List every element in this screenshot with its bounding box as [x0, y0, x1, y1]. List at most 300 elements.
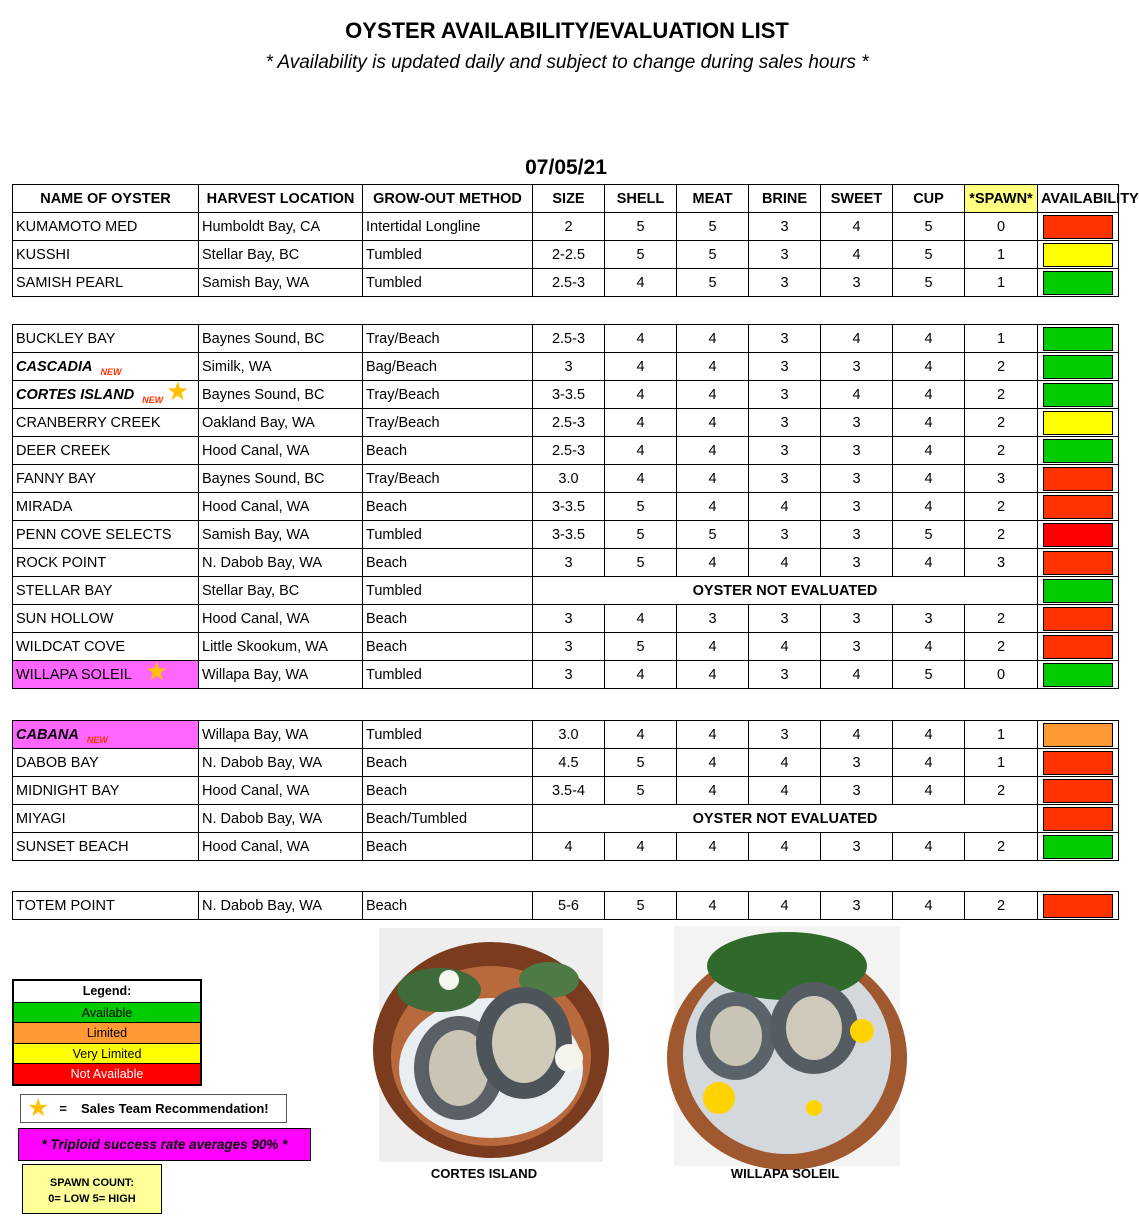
oyster-name	[13, 465, 199, 493]
harvest-location: Stellar Bay, BC	[199, 577, 363, 605]
availability-indicator	[1043, 807, 1113, 831]
triploid-note: * Triploid success rate averages 90% *	[18, 1128, 311, 1161]
oyster-name-text: WILDCAT COVE	[16, 638, 126, 655]
availability-indicator	[1043, 215, 1113, 239]
harvest-location: Similk, WA	[199, 353, 363, 381]
table-row	[13, 777, 1119, 805]
oyster-table-group-3	[12, 720, 1119, 861]
oyster-table-group-2	[12, 324, 1119, 689]
cup-value: 5	[893, 241, 965, 269]
cup-value: 4	[893, 437, 965, 465]
shell-value: 5	[605, 892, 677, 920]
brine-value: 3	[749, 409, 821, 437]
availability-indicator	[1043, 495, 1113, 519]
availability-indicator	[1043, 779, 1113, 803]
brine-value: 3	[749, 269, 821, 297]
meat-value: 3	[677, 605, 749, 633]
not-evaluated-note: OYSTER NOT EVALUATED	[533, 577, 1038, 605]
brine-value: 3	[749, 241, 821, 269]
brine-value: 3	[749, 465, 821, 493]
grow-out-method: Beach	[363, 833, 533, 861]
oyster-name-text: WILLAPA SOLEIL	[16, 666, 132, 683]
grow-out-method: Tray/Beach	[363, 325, 533, 353]
column-header: SHELL	[605, 185, 677, 213]
meat-value: 4	[677, 777, 749, 805]
size-value: 3	[533, 353, 605, 381]
new-badge: NEW	[100, 366, 122, 377]
spawn-value: 1	[965, 325, 1038, 353]
grow-out-method: Beach	[363, 437, 533, 465]
shell-value: 5	[605, 777, 677, 805]
availability-indicator	[1043, 243, 1113, 267]
table-row	[13, 521, 1119, 549]
spawn-value: 2	[965, 777, 1038, 805]
meat-value: 4	[677, 493, 749, 521]
harvest-location: Samish Bay, WA	[199, 269, 363, 297]
harvest-location: Hood Canal, WA	[199, 437, 363, 465]
sweet-value: 3	[821, 892, 893, 920]
spawn-value: 1	[965, 721, 1038, 749]
meat-value: 5	[677, 521, 749, 549]
oyster-table-group-1	[12, 184, 1139, 297]
spawn-count-note	[22, 1164, 162, 1214]
shell-value: 5	[605, 633, 677, 661]
cortes-island-photo	[379, 928, 603, 1162]
star-note-text: Sales Team Recommendation!	[81, 1101, 269, 1116]
availability-cell	[1038, 549, 1119, 577]
cup-value: 4	[893, 381, 965, 409]
size-value: 3-3.5	[533, 521, 605, 549]
oyster-name	[13, 409, 199, 437]
availability-cell	[1038, 661, 1119, 689]
harvest-location: Little Skookum, WA	[199, 633, 363, 661]
cup-value: 4	[893, 353, 965, 381]
spawn-value: 2	[965, 605, 1038, 633]
legend	[12, 979, 202, 1086]
size-value: 2.5-3	[533, 437, 605, 465]
spawn-note-title: SPAWN COUNT:	[49, 1177, 135, 1189]
availability-cell	[1038, 721, 1119, 749]
availability-cell	[1038, 381, 1119, 409]
oyster-name	[13, 777, 199, 805]
shell-value: 5	[605, 213, 677, 241]
brine-value: 4	[749, 777, 821, 805]
table-row	[13, 325, 1119, 353]
column-header: AVAILABILITY	[1038, 185, 1119, 213]
sweet-value: 3	[821, 633, 893, 661]
cup-value: 5	[893, 521, 965, 549]
spawn-value: 2	[965, 833, 1038, 861]
brine-value: 3	[749, 325, 821, 353]
availability-indicator	[1043, 551, 1113, 575]
table-row	[13, 493, 1119, 521]
grow-out-method: Tray/Beach	[363, 381, 533, 409]
availability-cell	[1038, 605, 1119, 633]
sweet-value: 4	[821, 661, 893, 689]
shell-value: 5	[605, 241, 677, 269]
oyster-name	[13, 493, 199, 521]
brine-value: 3	[749, 605, 821, 633]
sweet-value: 3	[821, 409, 893, 437]
page-title: OYSTER AVAILABILITY/EVALUATION LIST	[345, 18, 789, 43]
table-header-row	[13, 185, 1119, 213]
sweet-value: 4	[821, 241, 893, 269]
harvest-location: Hood Canal, WA	[199, 605, 363, 633]
harvest-location: Samish Bay, WA	[199, 521, 363, 549]
meat-value: 4	[677, 549, 749, 577]
availability-indicator	[1043, 411, 1113, 435]
oyster-name-text: SUNSET BEACH	[16, 838, 129, 855]
harvest-location: Hood Canal, WA	[199, 777, 363, 805]
grow-out-method: Beach/Tumbled	[363, 805, 533, 833]
shell-value: 5	[605, 749, 677, 777]
oyster-name	[13, 656, 199, 689]
meat-value: 4	[677, 661, 749, 689]
table-row	[13, 805, 1119, 833]
size-value: 2.5-3	[533, 409, 605, 437]
cup-value: 5	[893, 269, 965, 297]
shell-value: 5	[605, 493, 677, 521]
oyster-name	[13, 749, 199, 777]
availability-cell	[1038, 325, 1119, 353]
cup-value: 5	[893, 661, 965, 689]
oyster-name	[13, 721, 199, 749]
grow-out-method: Intertidal Longline	[363, 213, 533, 241]
grow-out-method: Beach	[363, 549, 533, 577]
sweet-value: 3	[821, 465, 893, 493]
availability-cell	[1038, 353, 1119, 381]
meat-value: 5	[677, 213, 749, 241]
oyster-name	[13, 241, 199, 269]
grow-out-method: Tumbled	[363, 661, 533, 689]
meat-value: 4	[677, 325, 749, 353]
size-value: 3-3.5	[533, 381, 605, 409]
cup-value: 4	[893, 325, 965, 353]
availability-cell	[1038, 805, 1119, 833]
spawn-value: 3	[965, 549, 1038, 577]
availability-indicator	[1043, 467, 1113, 491]
harvest-location: N. Dabob Bay, WA	[199, 892, 363, 920]
availability-cell	[1038, 892, 1119, 920]
harvest-location: N. Dabob Bay, WA	[199, 749, 363, 777]
harvest-location: Stellar Bay, BC	[199, 241, 363, 269]
grow-out-method: Beach	[363, 605, 533, 633]
shell-value: 4	[605, 661, 677, 689]
shell-value: 4	[605, 353, 677, 381]
availability-cell	[1038, 213, 1119, 241]
availability-indicator	[1043, 607, 1113, 631]
meat-value: 4	[677, 409, 749, 437]
grow-out-method: Beach	[363, 749, 533, 777]
oyster-name-text: KUSSHI	[16, 246, 70, 263]
sweet-value: 3	[821, 437, 893, 465]
availability-cell	[1038, 833, 1119, 861]
meat-value: 4	[677, 749, 749, 777]
sweet-value: 3	[821, 521, 893, 549]
sweet-value: 3	[821, 269, 893, 297]
oyster-name-text: TOTEM POINT	[16, 897, 115, 914]
size-value: 3	[533, 605, 605, 633]
meat-value: 4	[677, 633, 749, 661]
oyster-name	[13, 833, 199, 861]
cup-value: 3	[893, 605, 965, 633]
availability-indicator	[1043, 635, 1113, 659]
oyster-name	[13, 213, 199, 241]
grow-out-method: Tumbled	[363, 269, 533, 297]
cup-value: 4	[893, 777, 965, 805]
spawn-value: 0	[965, 213, 1038, 241]
oyster-name	[13, 376, 199, 409]
availability-cell	[1038, 777, 1119, 805]
meat-value: 4	[677, 381, 749, 409]
shell-value: 5	[605, 549, 677, 577]
meat-value: 5	[677, 241, 749, 269]
meat-value: 4	[677, 437, 749, 465]
size-value: 2	[533, 213, 605, 241]
table-row	[13, 605, 1119, 633]
cup-value: 4	[893, 465, 965, 493]
brine-value: 4	[749, 549, 821, 577]
grow-out-method: Beach	[363, 633, 533, 661]
table-row	[13, 633, 1119, 661]
column-header: MEAT	[677, 185, 749, 213]
size-value: 3-3.5	[533, 493, 605, 521]
legend-very-limited: Very Limited	[14, 1043, 200, 1064]
shell-value: 4	[605, 721, 677, 749]
sweet-value: 3	[821, 353, 893, 381]
spawn-value: 1	[965, 749, 1038, 777]
spawn-value: 3	[965, 465, 1038, 493]
harvest-location: Baynes Sound, BC	[199, 465, 363, 493]
shell-value: 4	[605, 437, 677, 465]
oyster-name-text: CASCADIA	[16, 358, 93, 375]
list-date: 07/05/21	[525, 156, 607, 179]
meat-value: 5	[677, 269, 749, 297]
table-row	[13, 721, 1119, 749]
willapa-soleil-photo	[674, 926, 900, 1166]
oyster-name	[13, 437, 199, 465]
oyster-name-text: MIRADA	[16, 498, 73, 515]
page-subtitle: * Availability is updated daily and subject to change during sales hours *	[265, 52, 869, 73]
spawn-value: 2	[965, 353, 1038, 381]
column-header: NAME OF OYSTER	[13, 185, 199, 213]
brine-value: 4	[749, 833, 821, 861]
oyster-name	[13, 805, 199, 833]
availability-indicator	[1043, 523, 1113, 547]
meat-value: 4	[677, 721, 749, 749]
star-note-eq: =	[59, 1101, 68, 1116]
harvest-location: Baynes Sound, BC	[199, 381, 363, 409]
availability-cell	[1038, 493, 1119, 521]
legend-title: Legend:	[14, 981, 200, 1002]
column-header: GROW-OUT METHOD	[363, 185, 533, 213]
grow-out-method: Bag/Beach	[363, 353, 533, 381]
size-value: 3	[533, 549, 605, 577]
grow-out-method: Tumbled	[363, 577, 533, 605]
brine-value: 3	[749, 661, 821, 689]
brine-value: 3	[749, 721, 821, 749]
brine-value: 3	[749, 213, 821, 241]
table-row	[13, 437, 1119, 465]
oyster-name-text: KUMAMOTO MED	[16, 218, 138, 235]
table-row	[13, 549, 1119, 577]
legend-limited: Limited	[14, 1022, 200, 1043]
table-row	[13, 465, 1119, 493]
shell-value: 4	[605, 833, 677, 861]
star-icon: ★	[166, 376, 190, 406]
oyster-name-text: FANNY BAY	[16, 470, 97, 487]
availability-indicator	[1043, 835, 1113, 859]
oyster-photo-icon	[674, 926, 900, 1166]
brine-value: 3	[749, 437, 821, 465]
oyster-name-text: DEER CREEK	[16, 442, 111, 459]
oyster-name-text: MIDNIGHT BAY	[16, 782, 120, 799]
oyster-name-text: ROCK POINT	[16, 554, 107, 571]
grow-out-method: Beach	[363, 892, 533, 920]
availability-cell	[1038, 633, 1119, 661]
star-icon: ★	[145, 656, 169, 686]
size-value: 3.0	[533, 721, 605, 749]
availability-indicator	[1043, 439, 1113, 463]
oyster-name	[13, 269, 199, 297]
size-value: 3.5-4	[533, 777, 605, 805]
oyster-name-text: SAMISH PEARL	[16, 274, 124, 291]
column-header: *SPAWN*	[965, 185, 1038, 213]
oyster-name-text: CRANBERRY CREEK	[16, 414, 161, 431]
availability-indicator	[1043, 663, 1113, 687]
oyster-name	[13, 549, 199, 577]
cup-value: 4	[893, 493, 965, 521]
availability-cell	[1038, 409, 1119, 437]
cup-value: 4	[893, 892, 965, 920]
sweet-value: 3	[821, 833, 893, 861]
table-row	[13, 833, 1119, 861]
harvest-location: Willapa Bay, WA	[199, 721, 363, 749]
cup-value: 4	[893, 833, 965, 861]
sweet-value: 3	[821, 493, 893, 521]
meat-value: 4	[677, 353, 749, 381]
shell-value: 4	[605, 325, 677, 353]
harvest-location: N. Dabob Bay, WA	[199, 805, 363, 833]
oyster-name	[13, 521, 199, 549]
shell-value: 4	[605, 409, 677, 437]
cup-value: 5	[893, 213, 965, 241]
grow-out-method: Tumbled	[363, 521, 533, 549]
meat-value: 4	[677, 892, 749, 920]
oyster-name	[13, 633, 199, 661]
harvest-location: N. Dabob Bay, WA	[199, 549, 363, 577]
sweet-value: 4	[821, 381, 893, 409]
size-value: 5-6	[533, 892, 605, 920]
size-value: 4	[533, 833, 605, 861]
grow-out-method: Tumbled	[363, 721, 533, 749]
legend-not-available: Not Available	[14, 1063, 200, 1084]
brine-value: 3	[749, 521, 821, 549]
cortes-island-caption: CORTES ISLAND	[430, 1166, 538, 1181]
meat-value: 4	[677, 465, 749, 493]
size-value: 2-2.5	[533, 241, 605, 269]
brine-value: 4	[749, 493, 821, 521]
new-badge: NEW	[86, 734, 108, 745]
new-badge: NEW	[142, 394, 164, 405]
availability-cell	[1038, 269, 1119, 297]
shell-value: 4	[605, 269, 677, 297]
brine-value: 4	[749, 749, 821, 777]
brine-value: 4	[749, 892, 821, 920]
column-header: HARVEST LOCATION	[199, 185, 363, 213]
harvest-location: Humboldt Bay, CA	[199, 213, 363, 241]
oyster-name-text: BUCKLEY BAY	[16, 330, 116, 347]
oyster-name	[13, 577, 199, 605]
star-note	[20, 1094, 287, 1123]
meat-value: 4	[677, 833, 749, 861]
availability-indicator	[1043, 751, 1113, 775]
shell-value: 5	[605, 521, 677, 549]
oyster-name-text: STELLAR BAY	[16, 582, 113, 599]
brine-value: 3	[749, 353, 821, 381]
table-row	[13, 661, 1119, 689]
spawn-value: 2	[965, 892, 1038, 920]
sweet-value: 3	[821, 605, 893, 633]
sweet-value: 4	[821, 325, 893, 353]
sweet-value: 3	[821, 749, 893, 777]
oyster-name-text: MIYAGI	[16, 810, 66, 827]
spawn-value: 0	[965, 661, 1038, 689]
spawn-value: 2	[965, 437, 1038, 465]
cup-value: 4	[893, 749, 965, 777]
availability-cell	[1038, 437, 1119, 465]
grow-out-method: Tray/Beach	[363, 465, 533, 493]
spawn-value: 2	[965, 521, 1038, 549]
cup-value: 4	[893, 409, 965, 437]
availability-indicator	[1043, 271, 1113, 295]
cup-value: 4	[893, 633, 965, 661]
brine-value: 4	[749, 633, 821, 661]
availability-indicator	[1043, 579, 1113, 603]
table-row	[13, 892, 1119, 920]
oyster-name	[13, 325, 199, 353]
availability-indicator	[1043, 327, 1113, 351]
column-header: CUP	[893, 185, 965, 213]
shell-value: 4	[605, 465, 677, 493]
availability-cell	[1038, 521, 1119, 549]
availability-indicator	[1043, 383, 1113, 407]
availability-cell	[1038, 577, 1119, 605]
grow-out-method: Tray/Beach	[363, 409, 533, 437]
grow-out-method: Beach	[363, 777, 533, 805]
cup-value: 4	[893, 549, 965, 577]
spawn-value: 2	[965, 409, 1038, 437]
oyster-name	[13, 605, 199, 633]
size-value: 3	[533, 661, 605, 689]
oyster-name	[13, 892, 199, 920]
shell-value: 4	[605, 605, 677, 633]
oyster-photo-icon	[379, 928, 603, 1162]
cup-value: 4	[893, 721, 965, 749]
spawn-value: 1	[965, 241, 1038, 269]
column-header: SIZE	[533, 185, 605, 213]
oyster-name-text: PENN COVE SELECTS	[16, 526, 172, 543]
size-value: 3	[533, 633, 605, 661]
availability-cell	[1038, 241, 1119, 269]
spawn-value: 2	[965, 493, 1038, 521]
table-row	[13, 409, 1119, 437]
harvest-location: Baynes Sound, BC	[199, 325, 363, 353]
star-icon: ★	[27, 1094, 50, 1122]
grow-out-method: Tumbled	[363, 241, 533, 269]
column-header: BRINE	[749, 185, 821, 213]
legend-available: Available	[14, 1002, 200, 1023]
